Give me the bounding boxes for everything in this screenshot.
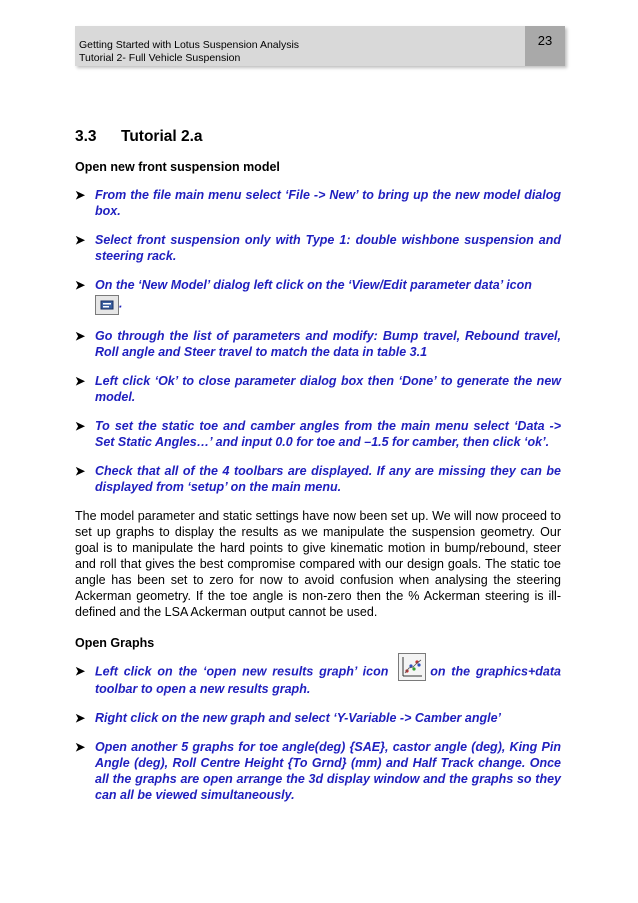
subheading-open-graphs: Open Graphs — [75, 636, 155, 650]
list-item — [75, 232, 561, 264]
list-item-text: Left click on the ‘open new results graph’ icon — [95, 664, 389, 679]
header-document-title: Getting Started with Lotus Suspension Analysis — [79, 39, 300, 51]
arrow-bullet-icon: ➤ — [75, 374, 86, 388]
list-item — [75, 328, 561, 360]
page-header — [75, 26, 565, 66]
list-item-text: Check that all of the 4 toolbars are displayed. If any are missing they can be displayed from ‘setup’ on the main menu. — [95, 464, 561, 494]
section-title: Tutorial 2.a — [121, 128, 203, 145]
section-number: 3.3 — [75, 128, 97, 145]
page-number: 23 — [525, 26, 565, 66]
arrow-bullet-icon: ➤ — [75, 329, 86, 343]
list-item — [75, 663, 561, 697]
arrow-bullet-icon: ➤ — [75, 419, 86, 433]
list-item-text: From the file main menu select ‘File -> New’ to bring up the new model dialog box. — [95, 188, 561, 218]
list-item-text: Left click ‘Ok’ to close parameter dialog box then ‘Done’ to generate the new model. — [95, 374, 561, 404]
arrow-bullet-icon: ➤ — [75, 278, 86, 292]
list-item-text: Open another 5 graphs for toe angle(deg) {SAE}, castor angle (deg), King Pin Angle (deg), Roll Centre Height {To Grnd} (mm) and Half Track change. Once all the graphs are open arrange the 3d display window and the graphs so they can all be viewed simultaneously. — [95, 740, 561, 802]
list-item-text: Right click on the new graph and select ‘Y-Variable -> Camber angle’ — [95, 711, 502, 725]
list-item-text: Go through the list of parameters and modify: Bump travel, Rebound travel, Roll angle and Steer travel to match the data in table 3.1 — [95, 329, 561, 359]
list-item-text: On the ‘New Model’ dialog left click on the ‘View/Edit parameter data’ icon — [95, 278, 532, 292]
instruction-list-model — [75, 187, 561, 495]
list-item — [75, 373, 561, 405]
list-item — [75, 710, 561, 726]
list-item-text-end: on the graphics+data toolbar to open a new results graph. — [95, 664, 561, 696]
body-paragraph: The model parameter and static settings have now been set up. We will now proceed to set up graphs to display the results as we manipulate the suspension geometry. Our goal is to manipulate the hard points to give kinematic motion in bump/rebound, steer and roll that gives the best compromise compared with our design goals. The static toe angle has been set to zero for now to avoid confusion when analysing the steering Ackerman geometry. If the toe angle is non-zero then the % Ackerman steering is ill-defined and the LSA Ackerman output cannot be used. — [75, 509, 561, 619]
list-item — [75, 187, 561, 219]
instruction-list-graphs — [75, 663, 561, 803]
edit-parameter-data-icon — [95, 295, 119, 315]
list-item — [75, 418, 561, 450]
arrow-bullet-icon: ➤ — [75, 464, 86, 478]
arrow-bullet-icon: ➤ — [75, 233, 86, 247]
list-item — [75, 739, 561, 803]
header-tutorial-title: Tutorial 2- Full Vehicle Suspension — [79, 52, 241, 64]
open-new-results-graph-icon — [398, 653, 426, 681]
list-item — [75, 463, 561, 495]
list-item-text: Select front suspension only with Type 1: double wishbone suspension and steering rack. — [95, 233, 561, 263]
list-item-text: To set the static toe and camber angles from the main menu select ‘Data -> Set Static Angles…’ and input 0.0 for toe and –1.5 for camber, then click ‘ok’. — [95, 419, 561, 449]
list-item-text-end: . — [119, 296, 123, 311]
arrow-bullet-icon: ➤ — [75, 711, 86, 725]
section-heading — [75, 128, 203, 146]
arrow-bullet-icon: ➤ — [75, 664, 86, 678]
arrow-bullet-icon: ➤ — [75, 188, 86, 202]
subheading-open-model: Open new front suspension model — [75, 160, 280, 174]
list-item — [75, 277, 561, 315]
arrow-bullet-icon: ➤ — [75, 740, 86, 754]
page-body — [75, 160, 561, 816]
